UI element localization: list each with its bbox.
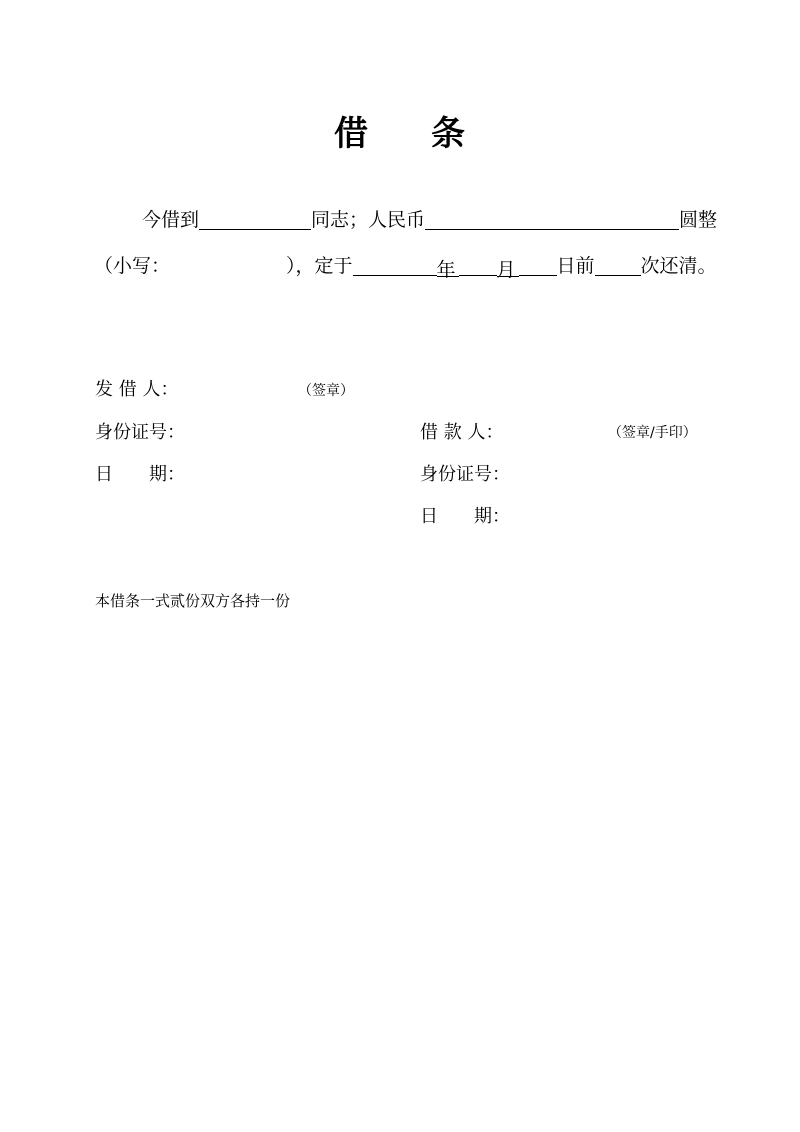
year-blank[interactable]	[353, 255, 437, 276]
due-date-prefix-text: ），定于	[286, 255, 353, 277]
lender-date-label: 日 期：	[95, 464, 185, 485]
lowercase-label: （小写：	[94, 255, 171, 277]
document-title	[0, 106, 800, 155]
lender-sign-note: （签章）	[298, 383, 354, 399]
amount-uppercase-blank[interactable]	[425, 209, 679, 230]
lender-name-blank[interactable]	[199, 209, 311, 230]
body-line-2	[94, 252, 717, 280]
yuan-whole-text: 圆整	[679, 209, 718, 231]
body-line-1	[142, 206, 717, 234]
repay-suffix-text: 次还清。	[640, 255, 717, 277]
lender-id-label: 身份证号：	[95, 422, 185, 443]
year-label: 年	[437, 256, 459, 277]
lender-label: 发 借 人：	[95, 379, 179, 400]
month-label: 月	[497, 256, 519, 277]
loan-prefix-text: 今借到	[142, 209, 200, 231]
day-blank[interactable]	[519, 255, 557, 276]
copies-note: 本借条一式贰份双方各持一份	[95, 592, 291, 610]
title-char-1: 借	[334, 114, 369, 154]
month-blank[interactable]	[459, 255, 497, 276]
installments-blank[interactable]	[595, 255, 641, 276]
borrower-id-label: 身份证号：	[420, 464, 510, 485]
day-before-text: 日前	[556, 255, 595, 277]
borrower-label: 借 款 人：	[420, 422, 504, 443]
title-char-2: 条	[431, 114, 466, 154]
comrade-currency-text: 同志；人民币	[311, 209, 426, 231]
borrower-sign-note: （签章/手印）	[608, 425, 697, 441]
borrower-date-label: 日 期：	[420, 506, 510, 527]
